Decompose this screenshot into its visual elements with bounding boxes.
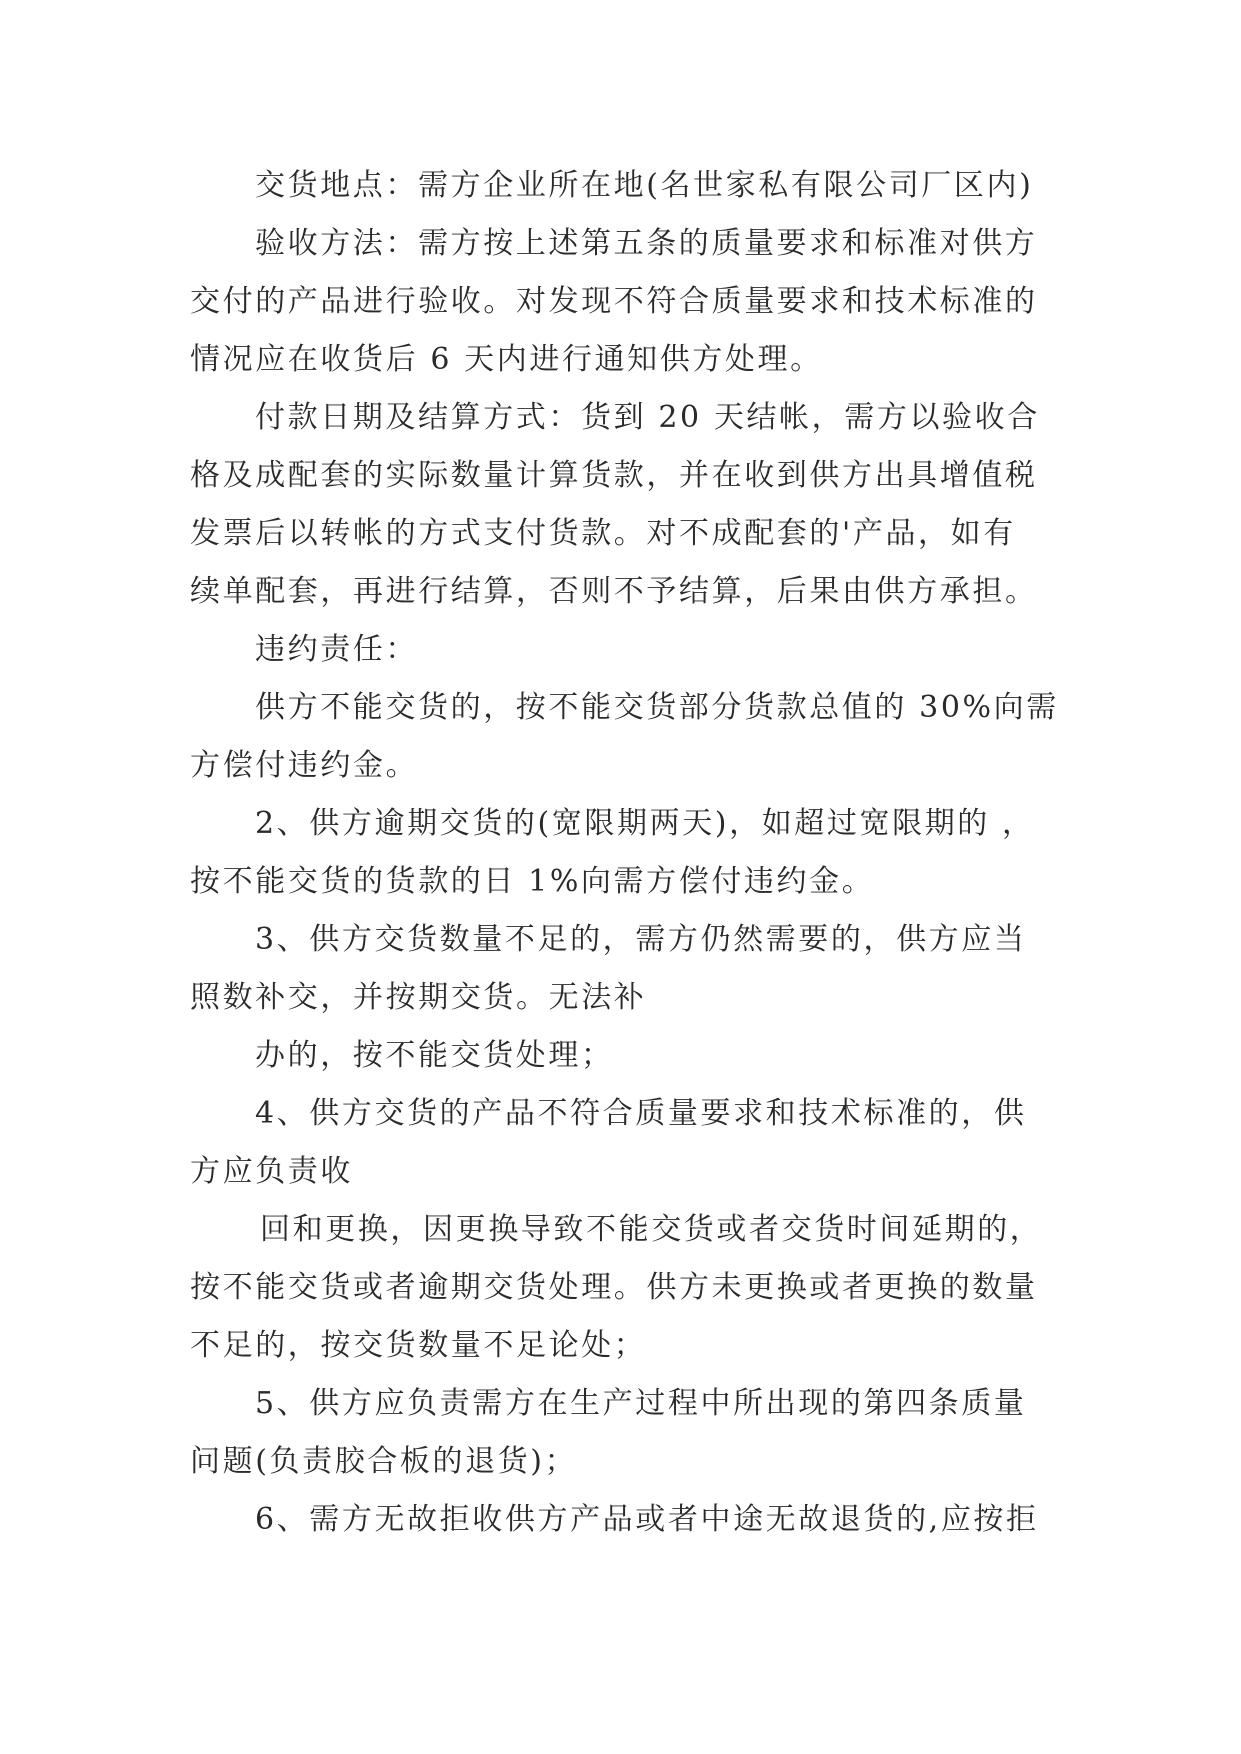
- text-line: 2、供方逾期交货的(宽限期两天)，如超过宽限期的 ，: [255, 806, 1035, 841]
- text-line: 办的，按不能交货处理；: [255, 1038, 614, 1073]
- text-line: 4、供方交货的产品不符合质量要求和技术标准的，供: [255, 1096, 1027, 1131]
- text-line: 问题(负责胶合板的退货)；: [190, 1444, 578, 1479]
- text-line: 供方不能交货的，按不能交货部分货款总值的 30%向需: [255, 690, 1059, 725]
- text-line: 6、需方无故拒收供方产品或者中途无故退货的,应按拒: [255, 1502, 1039, 1537]
- text-line: 验收方法：需方按上述第五条的质量要求和标准对供方: [255, 226, 1038, 261]
- text-line: 续单配套，再进行结算，否则不予结算，后果由供方承担。: [190, 574, 1038, 609]
- text-line: 格及成配套的实际数量计算货款，并在收到供方出具增值税: [190, 458, 1038, 493]
- text-line: 按不能交货或者逾期交货处理。供方未更换或者更换的数量: [190, 1270, 1038, 1305]
- text-line: 5、供方应负责需方在生产过程中所出现的第四条质量: [255, 1386, 1027, 1421]
- text-line: 方应负责收: [190, 1154, 353, 1189]
- text-line: 按不能交货的货款的日 1%向需方偿付违约金。: [190, 864, 875, 899]
- text-line: 3、供方交货数量不足的，需方仍然需要的，供方应当: [255, 922, 1027, 957]
- text-line: 交货地点：需方企业所在地(名世家私有限公司厂区内): [255, 168, 1034, 203]
- text-line: 回和更换，因更换导致不能交货或者交货时间延期的，: [260, 1212, 1043, 1247]
- text-line: 付款日期及结算方式：货到 20 天结帐，需方以验收合: [255, 400, 1040, 435]
- text-line: 照数补交，并按期交货。无法补: [190, 980, 647, 1015]
- text-line: 不足的，按交货数量不足论处；: [190, 1328, 647, 1363]
- text-line: 情况应在收货后 6 天内进行通知供方处理。: [190, 342, 823, 377]
- text-line: 方偿付违约金。: [190, 748, 419, 783]
- text-line: 违约责任：: [255, 632, 418, 667]
- text-line: 交付的产品进行验收。对发现不符合质量要求和技术标准的: [190, 284, 1038, 319]
- text-line: 发票后以转帐的方式支付货款。对不成配套的'产品，如有: [190, 516, 1016, 551]
